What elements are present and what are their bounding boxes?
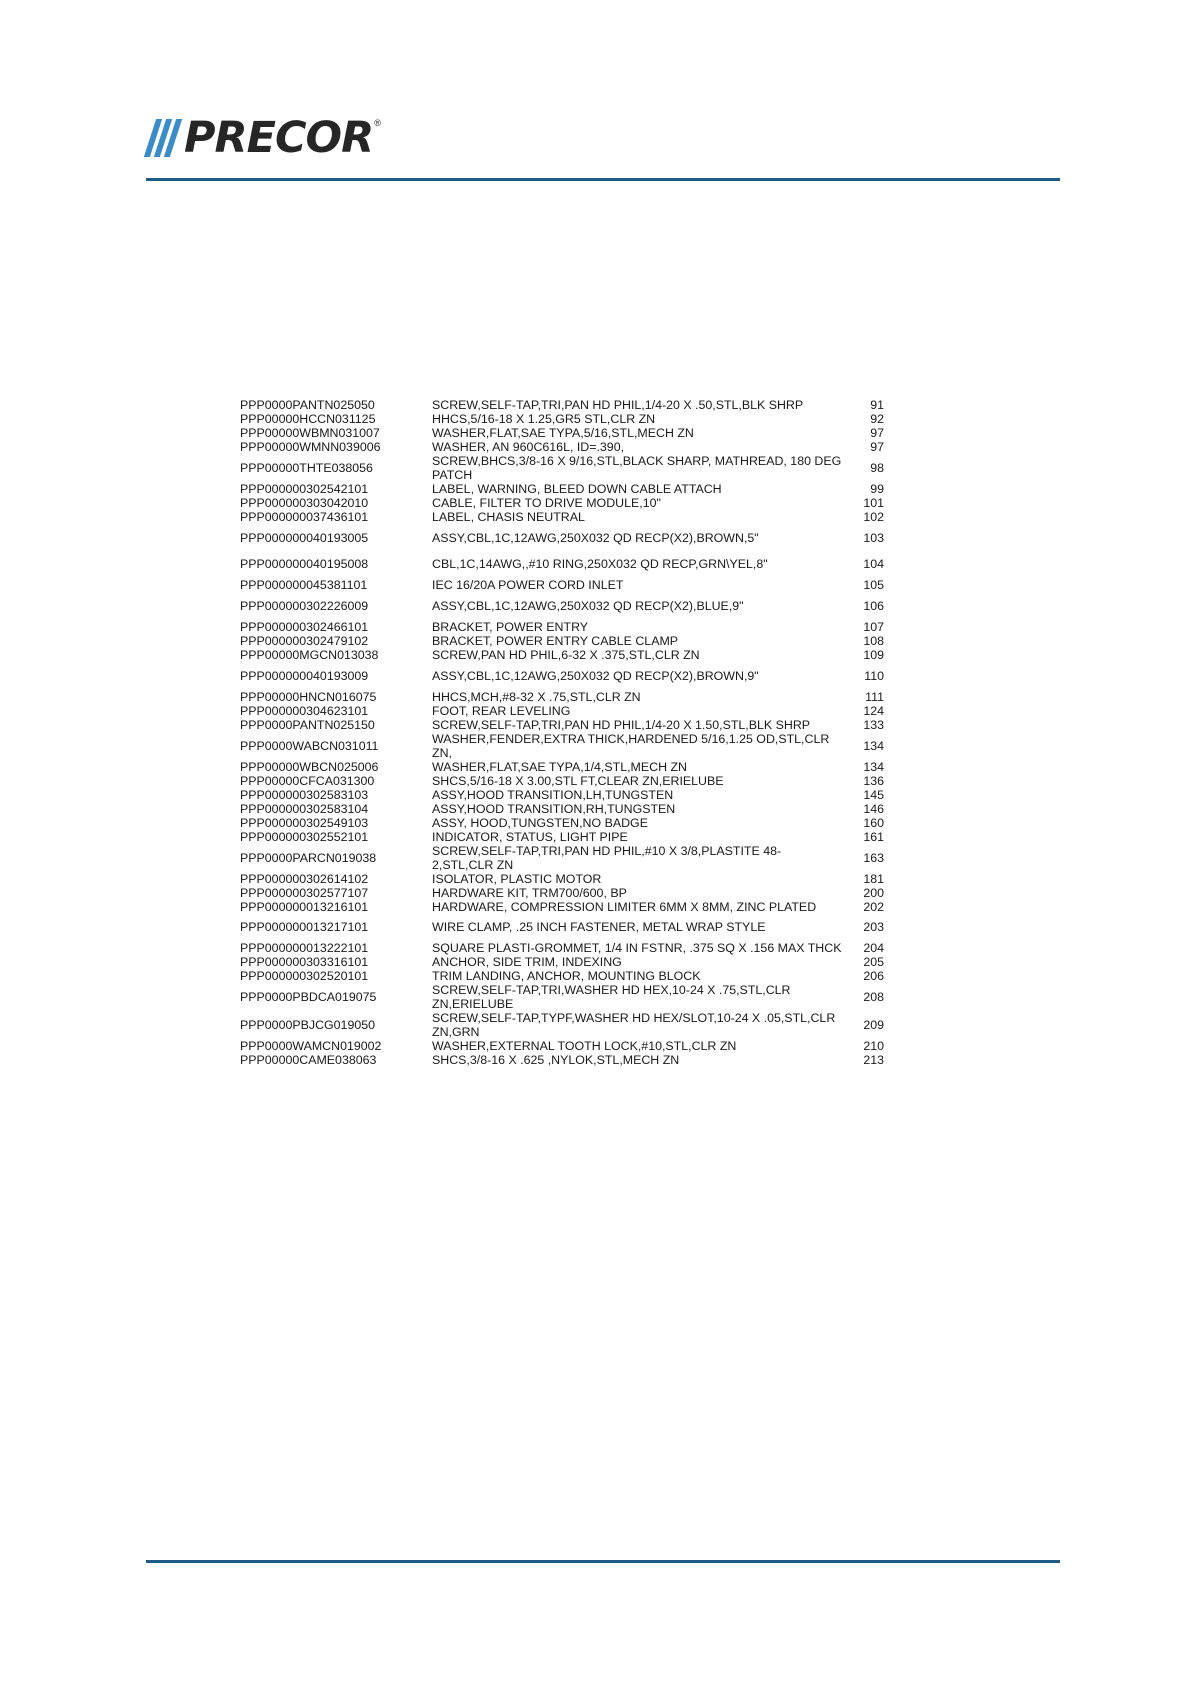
parts-row bbox=[240, 1053, 940, 1067]
part-description: CBL,1C,14AWG,,#10 RING,250X032 QD RECP,GRN\YEL,8" bbox=[432, 557, 768, 571]
part-description: HARDWARE, COMPRESSION LIMITER 6MM X 8MM, ZINC PLATED bbox=[432, 900, 817, 914]
part-number: PPP00000HCCN031125 bbox=[240, 412, 376, 426]
page-reference: 91 bbox=[870, 398, 884, 412]
part-number: PPP0000PBJCG019050 bbox=[240, 1018, 376, 1032]
page-reference: 111 bbox=[865, 690, 884, 704]
parts-row bbox=[240, 531, 940, 545]
part-description: WASHER,FLAT,SAE TYPA,1/4,STL,MECH ZN bbox=[432, 760, 687, 774]
page-reference: 161 bbox=[863, 830, 884, 844]
page-reference: 92 bbox=[870, 412, 884, 426]
parts-row bbox=[240, 983, 940, 1011]
page-reference: 181 bbox=[863, 872, 884, 886]
parts-row bbox=[240, 1039, 940, 1053]
part-number: PPP000000303316101 bbox=[240, 955, 369, 969]
part-description: SHCS,3/8-16 X .625 ,NYLOK,STL,MECH ZN bbox=[432, 1053, 680, 1067]
part-number: PPP00000CFCA031300 bbox=[240, 774, 375, 788]
part-description: SCREW,BHCS,3/8-16 X 9/16,STL,BLACK SHARP, MATHREAD, 180 DEG PATCH bbox=[432, 454, 842, 482]
part-number: PPP000000302542101 bbox=[240, 482, 369, 496]
part-description: BRACKET, POWER ENTRY bbox=[432, 620, 589, 634]
page-reference: 205 bbox=[863, 955, 884, 969]
part-number: PPP000000302466101 bbox=[240, 620, 369, 634]
part-number: PPP000000040193009 bbox=[240, 669, 369, 683]
part-description: SHCS,5/16-18 X 3.00,STL FT,CLEAR ZN,ERIELUBE bbox=[432, 774, 724, 788]
registered-mark: ® bbox=[374, 118, 381, 128]
page-reference: 97 bbox=[870, 426, 884, 440]
page-reference: 109 bbox=[863, 648, 884, 662]
part-description: HHCS,MCH,#8-32 X .75,STL,CLR ZN bbox=[432, 690, 641, 704]
part-description: LABEL, CHASIS NEUTRAL bbox=[432, 510, 585, 524]
part-description: BRACKET, POWER ENTRY CABLE CLAMP bbox=[432, 634, 679, 648]
part-description: IEC 16/20A POWER CORD INLET bbox=[432, 578, 624, 592]
part-description: CABLE, FILTER TO DRIVE MODULE,10" bbox=[432, 496, 661, 510]
page-reference: 110 bbox=[864, 669, 884, 683]
page-reference: 203 bbox=[863, 920, 884, 934]
parts-row bbox=[240, 454, 940, 482]
part-number: PPP0000PBDCA019075 bbox=[240, 990, 377, 1004]
parts-row bbox=[240, 969, 940, 983]
part-number: PPP00000MGCN013038 bbox=[240, 648, 379, 662]
page-reference: 105 bbox=[863, 578, 884, 592]
part-description: ASSY, HOOD,TUNGSTEN,NO BADGE bbox=[432, 816, 648, 830]
page-reference: 124 bbox=[863, 704, 884, 718]
part-number: PPP000000304623101 bbox=[240, 704, 369, 718]
page-reference: 99 bbox=[870, 482, 884, 496]
part-number: PPP00000WBMN031007 bbox=[240, 426, 380, 440]
parts-row bbox=[240, 669, 940, 683]
page-reference: 106 bbox=[863, 599, 884, 613]
page-reference: 209 bbox=[863, 1018, 884, 1032]
part-number: PPP0000PANTN025150 bbox=[240, 718, 375, 732]
part-description: FOOT, REAR LEVELING bbox=[432, 704, 571, 718]
parts-row bbox=[240, 398, 940, 412]
part-description: WASHER, AN 960C616L, ID=.390, bbox=[432, 440, 625, 454]
page-reference: 98 bbox=[870, 461, 884, 475]
part-number: PPP000000302549103 bbox=[240, 816, 369, 830]
page-reference: 210 bbox=[863, 1039, 884, 1053]
part-description: WASHER,FLAT,SAE TYPA,5/16,STL,MECH ZN bbox=[432, 426, 694, 440]
page-reference: 145 bbox=[863, 788, 884, 802]
part-description: TRIM LANDING, ANCHOR, MOUNTING BLOCK bbox=[432, 969, 701, 983]
part-number: PPP000000302583103 bbox=[240, 788, 369, 802]
part-number: PPP00000THTE038056 bbox=[240, 461, 373, 475]
part-number: PPP00000HNCN016075 bbox=[240, 690, 377, 704]
parts-row bbox=[240, 788, 940, 802]
footer-divider bbox=[146, 1560, 1060, 1563]
logo-wordmark: PRECOR bbox=[184, 113, 374, 163]
parts-row bbox=[240, 496, 940, 510]
page-reference: 108 bbox=[863, 634, 884, 648]
page-reference: 146 bbox=[863, 802, 884, 816]
parts-row bbox=[240, 920, 940, 934]
page-reference: 97 bbox=[870, 440, 884, 454]
parts-row bbox=[240, 830, 940, 844]
parts-row bbox=[240, 634, 940, 648]
page-reference: 133 bbox=[863, 718, 884, 732]
part-description: SQUARE PLASTI-GROMMET, 1/4 IN FSTNR, .375 SQ X .156 MAX THCK bbox=[432, 941, 842, 955]
parts-table bbox=[240, 398, 940, 1067]
page-reference: 104 bbox=[863, 557, 884, 571]
parts-row bbox=[240, 440, 940, 454]
part-number: PPP000000013222101 bbox=[240, 941, 369, 955]
part-description: SCREW,PAN HD PHIL,6-32 X .375,STL,CLR ZN bbox=[432, 648, 700, 662]
part-number: PPP0000WAMCN019002 bbox=[240, 1039, 382, 1053]
page-reference: 202 bbox=[863, 900, 884, 914]
parts-row bbox=[240, 648, 940, 662]
part-number: PPP000000037436101 bbox=[240, 510, 369, 524]
page-reference: 134 bbox=[863, 760, 884, 774]
part-description: HHCS,5/16-18 X 1.25,GR5 STL,CLR ZN bbox=[432, 412, 656, 426]
parts-row bbox=[240, 426, 940, 440]
part-description: ASSY,CBL,1C,12AWG,250X032 QD RECP(X2),BLUE,9" bbox=[432, 599, 744, 613]
parts-row bbox=[240, 578, 940, 592]
part-number: PPP000000302226009 bbox=[240, 599, 369, 613]
part-description: ASSY,HOOD TRANSITION,RH,TUNGSTEN bbox=[432, 802, 676, 816]
part-description: SCREW,SELF-TAP,TRI,PAN HD PHIL,1/4-20 X 1.50,STL,BLK SHRP bbox=[432, 718, 811, 732]
parts-row bbox=[240, 886, 940, 900]
part-number: PPP00000CAME038063 bbox=[240, 1053, 377, 1067]
parts-row bbox=[240, 732, 940, 760]
parts-row bbox=[240, 816, 940, 830]
part-number: PPP000000013217101 bbox=[240, 920, 369, 934]
part-number: PPP000000302577107 bbox=[240, 886, 369, 900]
page-reference: 204 bbox=[863, 941, 884, 955]
part-description: ASSY,CBL,1C,12AWG,250X032 QD RECP(X2),BROWN,5" bbox=[432, 531, 759, 545]
parts-row bbox=[240, 941, 940, 955]
part-description: SCREW,SELF-TAP,TRI,WASHER HD HEX,10-24 X .75,STL,CLR ZN,ERIELUBE bbox=[432, 983, 791, 1011]
part-number: PPP0000PANTN025050 bbox=[240, 398, 375, 412]
part-description: ISOLATOR, PLASTIC MOTOR bbox=[432, 872, 602, 886]
part-number: PPP00000WBCN025006 bbox=[240, 760, 379, 774]
parts-row bbox=[240, 955, 940, 969]
page-reference: 101 bbox=[863, 496, 884, 510]
parts-row bbox=[240, 599, 940, 613]
parts-row bbox=[240, 774, 940, 788]
page-reference: 206 bbox=[863, 969, 884, 983]
part-number: PPP000000302583104 bbox=[240, 802, 369, 816]
part-number: PPP000000013216101 bbox=[240, 900, 369, 914]
part-description: SCREW,SELF-TAP,TYPF,WASHER HD HEX/SLOT,10-24 X .05,STL,CLR ZN,GRN bbox=[432, 1011, 836, 1039]
page-reference: 103 bbox=[863, 531, 884, 545]
header-divider bbox=[146, 178, 1060, 181]
part-description: SCREW,SELF-TAP,TRI,PAN HD PHIL,#10 X 3/8,PLASTITE 48-2,STL,CLR ZN bbox=[432, 844, 782, 872]
parts-row bbox=[240, 760, 940, 774]
parts-row bbox=[240, 1011, 940, 1039]
part-number: PPP000000303042010 bbox=[240, 496, 369, 510]
page-reference: 208 bbox=[863, 990, 884, 1004]
logo-stripes-icon bbox=[150, 119, 180, 157]
page-reference: 134 bbox=[863, 739, 884, 753]
part-description: HARDWARE KIT, TRM700/600, BP bbox=[432, 886, 627, 900]
part-description: INDICATOR, STATUS, LIGHT PIPE bbox=[432, 830, 628, 844]
part-description: ANCHOR, SIDE TRIM, INDEXING bbox=[432, 955, 622, 969]
part-number: PPP000000302479102 bbox=[240, 634, 369, 648]
parts-row bbox=[240, 690, 940, 704]
part-number: PPP000000302552101 bbox=[240, 830, 369, 844]
part-number: PPP000000045381101 bbox=[240, 578, 368, 592]
part-number: PPP000000302520101 bbox=[240, 969, 369, 983]
precor-logo bbox=[150, 113, 381, 163]
parts-row bbox=[240, 704, 940, 718]
page-reference: 213 bbox=[863, 1053, 884, 1067]
parts-row bbox=[240, 482, 940, 496]
part-number: PPP000000040195008 bbox=[240, 557, 369, 571]
part-number: PPP000000302614102 bbox=[240, 872, 369, 886]
page-reference: 160 bbox=[863, 816, 884, 830]
parts-row bbox=[240, 802, 940, 816]
part-number: PPP0000PARCN019038 bbox=[240, 851, 377, 865]
part-description: ASSY,HOOD TRANSITION,LH,TUNGSTEN bbox=[432, 788, 674, 802]
part-description: WASHER,FENDER,EXTRA THICK,HARDENED 5/16,1.25 OD,STL,CLR ZN, bbox=[432, 732, 830, 760]
parts-row bbox=[240, 844, 940, 872]
part-description: WASHER,EXTERNAL TOOTH LOCK,#10,STL,CLR ZN bbox=[432, 1039, 737, 1053]
page-reference: 163 bbox=[863, 851, 884, 865]
part-number: PPP000000040193005 bbox=[240, 531, 369, 545]
page-reference: 102 bbox=[863, 510, 884, 524]
part-description: ASSY,CBL,1C,12AWG,250X032 QD RECP(X2),BROWN,9" bbox=[432, 669, 759, 683]
page-reference: 136 bbox=[863, 774, 884, 788]
page-reference: 107 bbox=[863, 620, 884, 634]
parts-row bbox=[240, 510, 940, 524]
parts-row bbox=[240, 872, 940, 886]
part-number: PPP00000WMNN039006 bbox=[240, 440, 381, 454]
parts-row bbox=[240, 412, 940, 426]
part-number: PPP0000WABCN031011 bbox=[240, 739, 379, 753]
part-description: SCREW,SELF-TAP,TRI,PAN HD PHIL,1/4-20 X .50,STL,BLK SHRP bbox=[432, 398, 804, 412]
parts-row bbox=[240, 718, 940, 732]
part-description: WIRE CLAMP, .25 INCH FASTENER, METAL WRAP STYLE bbox=[432, 920, 766, 934]
parts-row bbox=[240, 900, 940, 914]
parts-row bbox=[240, 620, 940, 634]
parts-row bbox=[240, 557, 940, 571]
part-description: LABEL, WARNING, BLEED DOWN CABLE ATTACH bbox=[432, 482, 722, 496]
page-reference: 200 bbox=[863, 886, 884, 900]
